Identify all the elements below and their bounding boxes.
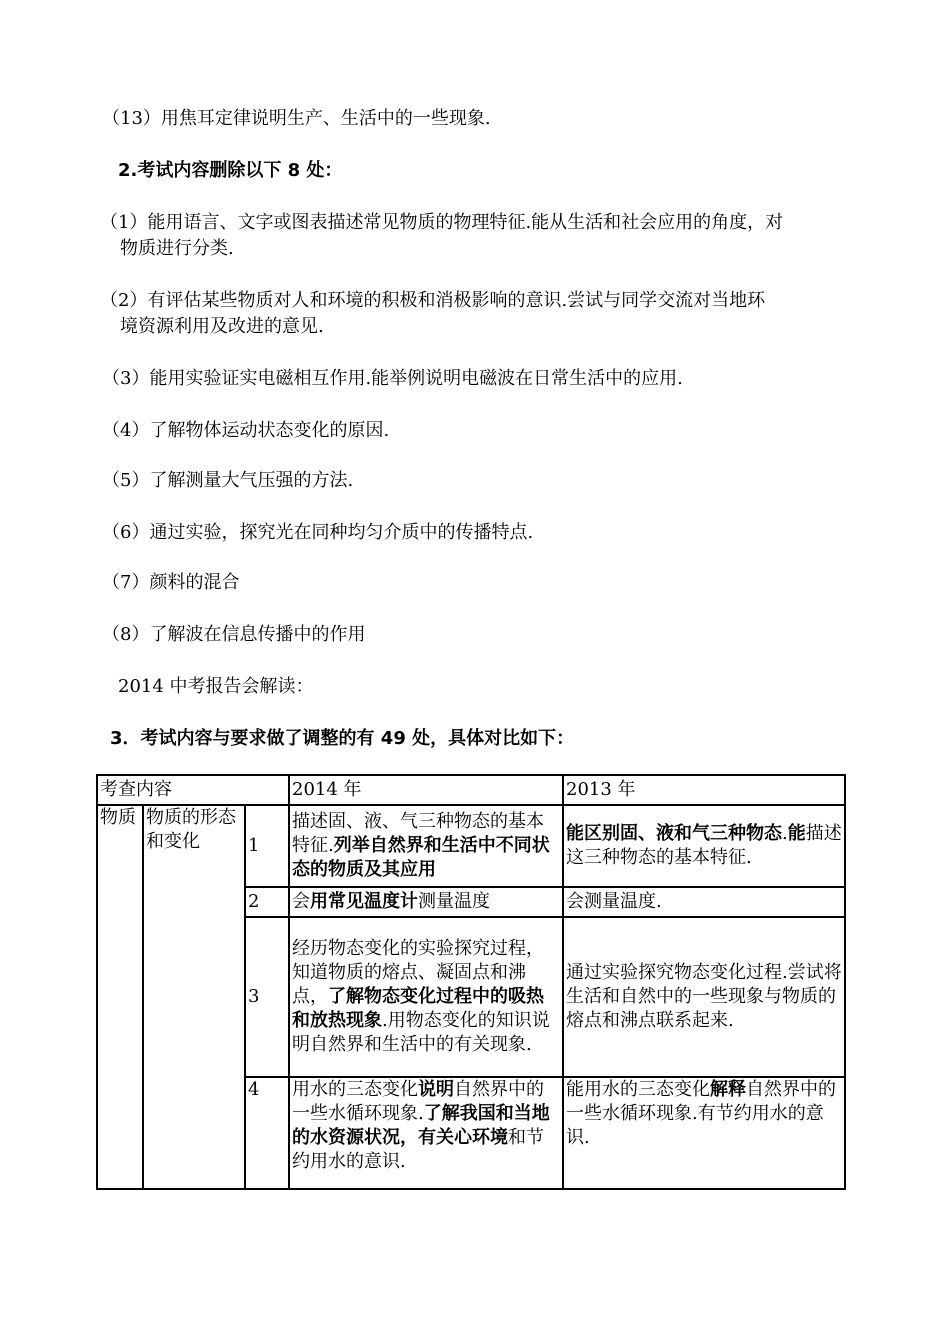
deleted-item-2-line-1: （2）有评估某些物质对人和环境的积极和消极影响的意识.尝试与同学交流对当地环 [100,290,766,311]
cell-2013 [563,887,845,917]
table-row [97,805,845,887]
bold-text: 用常见温度计 [310,891,418,912]
rich-text [292,891,490,912]
report-title: 2014 中考报告会解读： [118,676,314,697]
text: .用物态变化的知识说明自然界和生活中的有关现象. [292,1010,550,1055]
text: 能用水的三态变化 [566,1079,710,1100]
text: 通过实验探究物态变化过程.尝试将生活和自然中的一些现象与物质的熔点和沸点联系起来. [566,962,842,1031]
rich-text [566,962,842,1031]
comparison-table [96,774,846,1190]
bold-text: 了解物态变化过程中的吸热和放热现象 [292,986,544,1031]
item-13: （13）用焦耳定律说明生产、生活中的一些现象. [102,108,491,129]
deleted-item-1-line-2: 物质进行分类. [120,238,234,259]
deleted-item-5: （5）了解测量大气压强的方法. [102,470,354,491]
row-number: 3 [245,917,289,1077]
text: 描述固、液、气三种物态的基本特征. [292,811,544,856]
text: 会 [292,891,310,912]
header-content: 考查内容 [97,775,289,805]
cell-2014 [289,917,563,1077]
deleted-item-4: （4）了解物体运动状态变化的原因. [102,420,390,441]
cell-2014 [289,805,563,887]
section-3-heading: 3．考试内容与要求做了调整的有 49 处，具体对比如下： [110,728,575,749]
text: 描述这三种物态的基本特征. [566,823,842,868]
bold-text: 说明 [418,1079,454,1100]
table-header-row [97,775,845,805]
bold-text: 列举自然界和生活中不同状态的物质及其应用 [292,835,550,880]
rich-text [566,1079,836,1148]
rich-text [292,938,550,1055]
bold-text: 能区别固、液和气三种物态 [566,823,782,844]
cell-2014 [289,887,563,917]
text: 经历物态变化的实验探究过程，知道物质的熔点、凝固点和沸点， [292,938,544,1007]
header-2013: 2013 年 [563,775,845,805]
text: 会测量温度. [566,891,662,912]
deleted-item-7: （7）颜料的混合 [102,572,240,593]
deleted-item-2 [100,288,860,340]
bold-text: 了解我国和当地的水资源状况，有关心环境 [292,1103,550,1148]
row-number: 4 [245,1077,289,1189]
row-number: 2 [245,887,289,917]
rich-text [566,823,842,868]
rich-text [292,811,550,880]
bold-text: 能 [787,823,806,844]
deleted-item-1-line-1: （1）能用语言、文字或图表描述常见物质的物理特征.能从生活和社会应用的角度，对 [100,212,784,233]
text: 测量温度 [418,891,490,912]
subcategory-cell: 物质的形态和变化 [143,805,245,1189]
row-number: 1 [245,805,289,887]
text: 自然界中的一些水循环现象.有节约用水的意识. [566,1079,836,1148]
cell-2014 [289,1077,563,1189]
deleted-item-6: （6）通过实验，探究光在同种均匀介质中的传播特点. [102,522,534,543]
cell-2013 [563,917,845,1077]
deleted-item-2-line-2: 境资源利用及改进的意见. [120,316,324,337]
deleted-item-1 [100,210,860,262]
deleted-item-3: （3）能用实验证实电磁相互作用.能举例说明电磁波在日常生活中的应用. [102,368,683,389]
text: . [782,823,788,844]
text: 自然界中的一些水循环现象. [292,1079,544,1124]
text: 和节约用水的意识. [292,1127,544,1172]
cell-2013 [563,805,845,887]
text: 用水的三态变化 [292,1079,418,1100]
deleted-item-8: （8）了解波在信息传播中的作用 [102,624,366,645]
bold-text: 解释 [710,1079,746,1100]
rich-text [566,891,662,912]
rich-text [292,1079,550,1172]
cell-2013 [563,1077,845,1189]
header-2014: 2014 年 [289,775,563,805]
category-cell: 物质 [97,805,143,1189]
section-2-heading: 2.考试内容删除以下 8 处： [118,160,343,181]
